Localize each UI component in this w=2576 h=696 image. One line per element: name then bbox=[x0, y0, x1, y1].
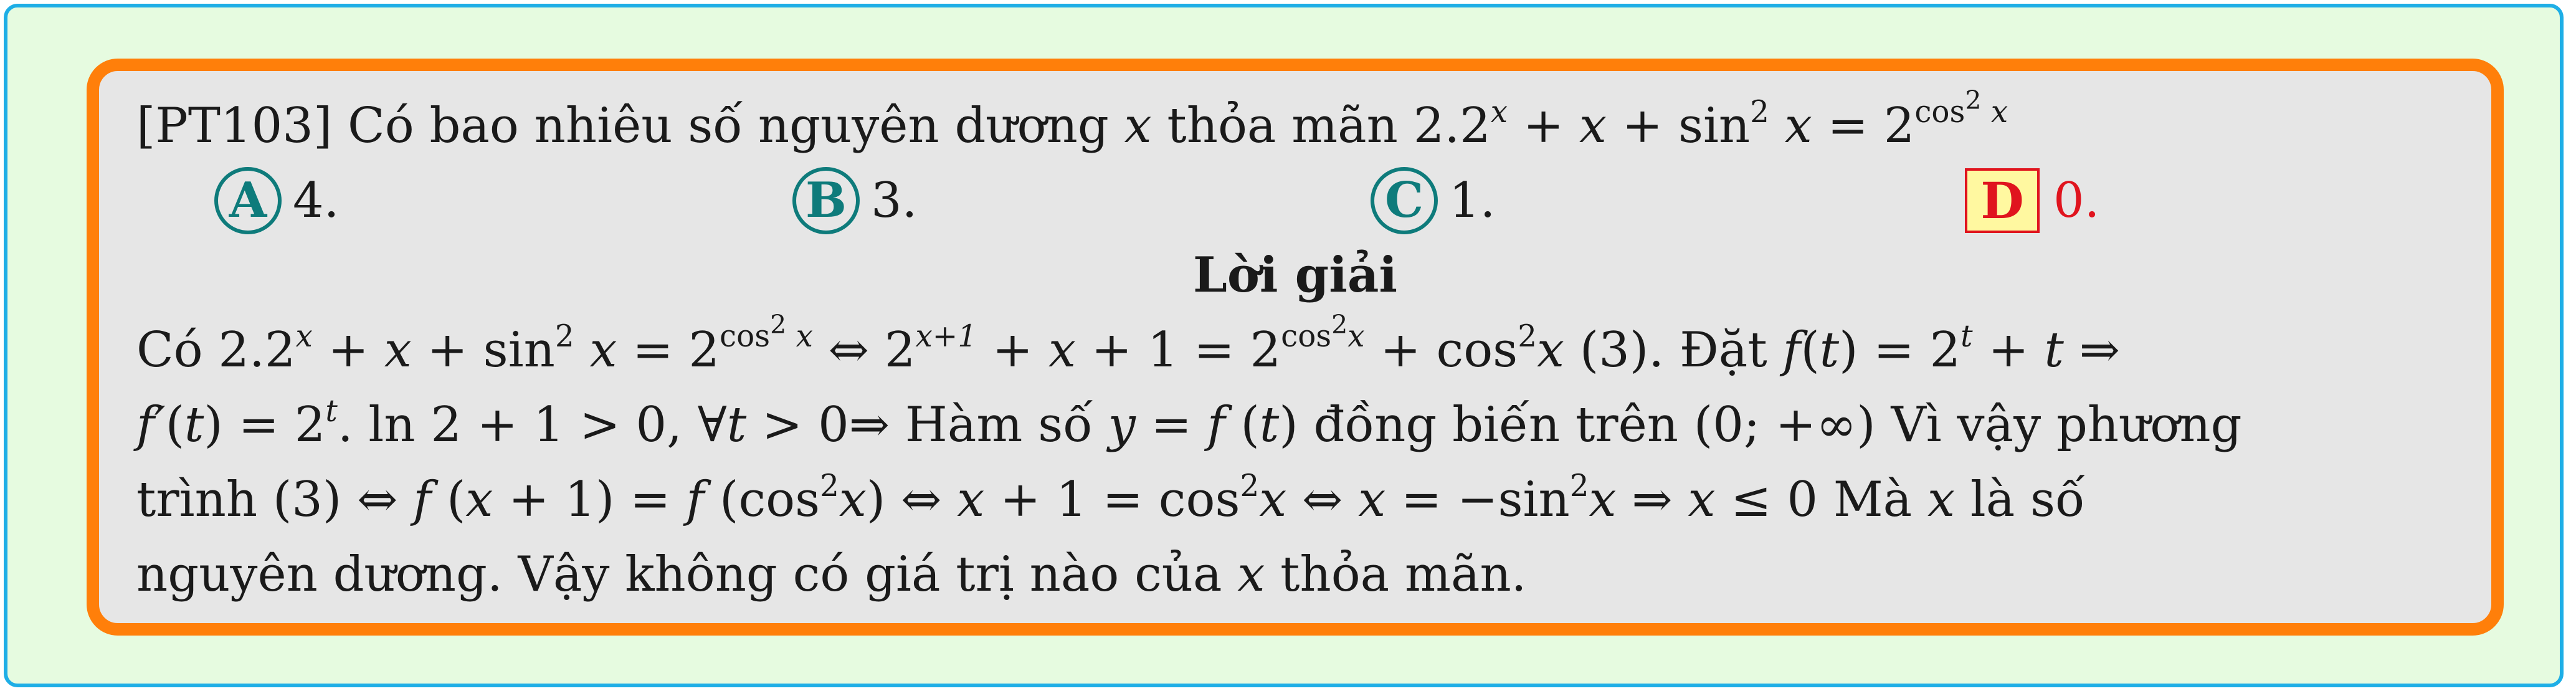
answer-d-letter: D bbox=[1965, 168, 2040, 233]
answer-d-text: 0. bbox=[2053, 173, 2100, 229]
answer-d[interactable] bbox=[1965, 163, 2099, 238]
equation: $2.2^x + x + \sin^2 x = 2^{cos^2 x}$ bbox=[1413, 85, 2008, 154]
solution-line-1: Có $2.2^x + x + \sin^2 x = 2^{cos^2 x}$ ⇔ $2^{x+1} + x + 1 = 2^{cos^2x} + \cos^2x$ (3). Đặt $f(t) = 2^t + t$ ⇒ bbox=[136, 309, 2121, 378]
outer-frame bbox=[4, 4, 2564, 687]
question-text: Có bao nhiêu số nguyên dương bbox=[348, 98, 1109, 154]
answer-options bbox=[136, 163, 2454, 238]
answer-b-text: 3. bbox=[871, 173, 918, 229]
solution-line-4: nguyên dương. Vậy không có giá trị nào của x thỏa mãn. bbox=[136, 546, 1527, 603]
var-x: x bbox=[1124, 98, 1152, 154]
answer-b[interactable] bbox=[792, 163, 917, 238]
answer-a-text: 4. bbox=[293, 173, 340, 229]
solution-heading: Lời giải bbox=[1193, 247, 1397, 303]
question-mid: thỏa mãn bbox=[1167, 98, 1398, 154]
problem-content bbox=[136, 85, 2454, 612]
answer-c-letter: C bbox=[1371, 167, 1438, 234]
solution-line-3: trình (3) ⇔ f (x + 1) = f $(\cos^2x)$ ⇔ $x + 1 = \cos^2x$ ⇔ $x = -\sin^2x$ ⇒ x ≤ 0 Mà x là số bbox=[136, 469, 2085, 528]
answer-b-letter: B bbox=[792, 167, 860, 234]
solution-line-2: $f'(t) = 2^t$. ln 2 + 1 > 0, ∀t > 0⇒ Hàm số y = f (t) đồng biến trên (0; +∞) Vì vậy phương bbox=[136, 394, 2242, 453]
answer-a[interactable] bbox=[214, 163, 339, 238]
question-line bbox=[136, 85, 2454, 163]
answer-c-text: 1. bbox=[1449, 173, 1496, 229]
problem-box bbox=[87, 59, 2504, 636]
answer-c[interactable] bbox=[1371, 163, 1495, 238]
answer-a-letter: A bbox=[214, 167, 282, 234]
question-code: [PT103] bbox=[136, 98, 333, 154]
